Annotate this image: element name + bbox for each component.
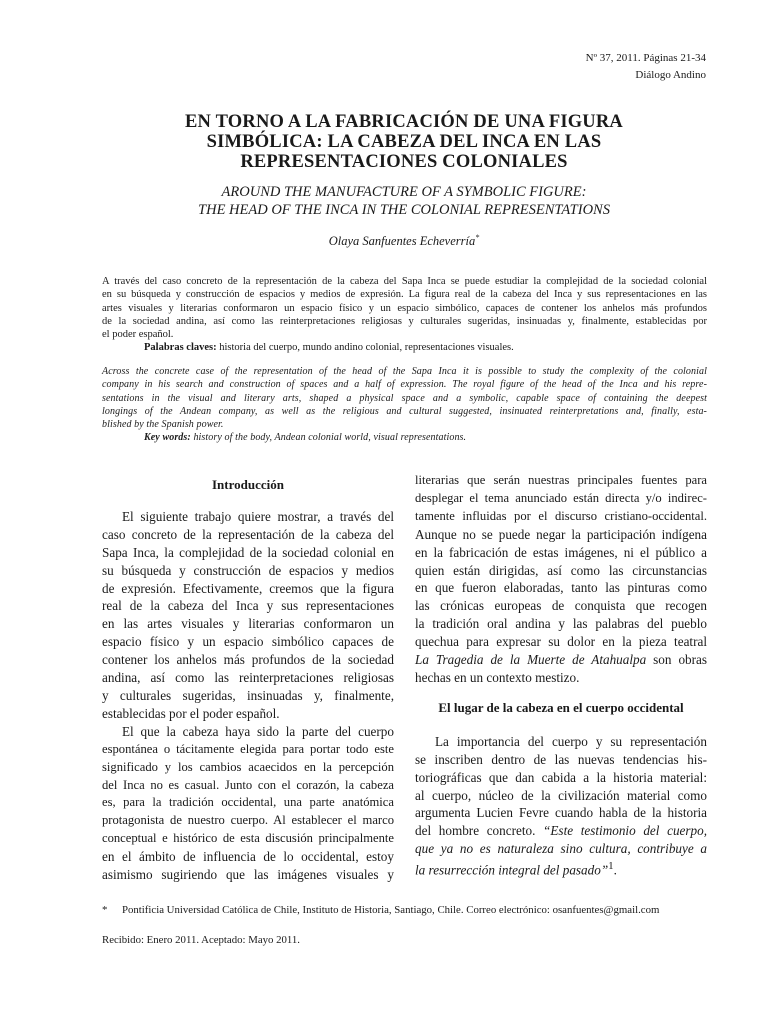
abstract-line: artes visuales y literarias conformaron un espacio físico y un espacio simbólico, capaces de contener los anhelos más profundos bbox=[102, 302, 707, 314]
body-line: tamente influidas por el discurso cristiano-occidental. bbox=[415, 508, 707, 523]
body-line: Sapa Inca, la complejidad de la sociedad colonial en bbox=[102, 544, 394, 560]
body-line: Aunque no se puede negar la participación indígena bbox=[415, 526, 707, 542]
body-line: quechua para expresar su dolor en la pieza teatral bbox=[415, 634, 707, 650]
keywords-text: history of the body, Andean colonial world, visual representations. bbox=[190, 432, 467, 444]
abstract-line: el poder español. bbox=[102, 329, 174, 341]
body-line: las crónicas europeas de conquista que recogen bbox=[415, 598, 707, 614]
abstract-spanish bbox=[102, 275, 707, 355]
body-line: asimismo sugiriendo que las imágenes visuales y bbox=[102, 867, 394, 883]
section-heading-introduccion: Introducción bbox=[212, 477, 284, 492]
body-line bbox=[415, 651, 707, 669]
received-accepted-dates: Recibido: Enero 2011. Aceptado: Mayo 2011. bbox=[102, 934, 301, 946]
abstract-english bbox=[102, 365, 707, 445]
body-line: al cuerpo, núcleo de la civilización material como bbox=[415, 787, 707, 803]
abstract-line: A través del caso concreto de la representación de la cabeza del Sapa Inca se puede estudiar la complejidad de la sociedad colonial bbox=[102, 276, 707, 287]
author-name: Olaya Sanfuentes Echeverría bbox=[328, 234, 476, 249]
quote-text: “Este testimonio del cuerpo, bbox=[543, 823, 708, 839]
subtitle-line: THE HEAD OF THE INCA IN THE COLONIAL REPRESENTATIONS bbox=[198, 202, 610, 218]
body-line: del Inca no es casual. Junto con el corazón, la cabeza bbox=[102, 777, 394, 792]
body-line: significado y los cambios acaecidos en la percepción bbox=[102, 759, 394, 774]
body-line: es, para la tradición occidental, una parte anatómica bbox=[102, 795, 394, 810]
body-line: en la fabricación de estas imágenes, ni el público a bbox=[415, 544, 707, 560]
body-column-left bbox=[102, 476, 394, 884]
body-text: son obras bbox=[646, 652, 708, 668]
play-title: La Tragedia de la Muerte de Atahualpa bbox=[415, 652, 647, 668]
body-line: y culturales sugeridas, insinuadas y, finalmente, bbox=[102, 687, 394, 703]
article-title bbox=[100, 112, 708, 172]
quote-line: que ya no es naturaleza sino cultura, contribuye a bbox=[415, 841, 707, 857]
author-line bbox=[100, 233, 708, 249]
body-text: . bbox=[613, 862, 617, 878]
title-line: REPRESENTACIONES COLONIALES bbox=[240, 152, 568, 172]
paragraph bbox=[415, 733, 707, 880]
journal-name: Diálogo Andino bbox=[635, 69, 706, 81]
footnote-reference: 1 bbox=[608, 860, 614, 873]
abstract-line: en su búsqueda y construcción de espacios y medios de expresión. La figura real de la cabeza del Inca y sus representaciones en las bbox=[102, 289, 707, 301]
abstract-line: company in his search and construction of spaces and a half of expression. The royal figure of the head of the Inca and his repre- bbox=[102, 379, 707, 391]
body-line: en el ámbito de influencia de lo occidental, estoy bbox=[102, 849, 394, 865]
body-line: establecidas por el poder español. bbox=[102, 705, 280, 721]
body-line: protagonista de nuestro cuerpo. Al establecer el marco bbox=[102, 813, 394, 828]
body-line: hechas en un contexto mestizo. bbox=[415, 669, 580, 685]
abstract-line: de la sociedad andina, así como las reinterpretaciones religiosas y culturales sugeridas, insinuadas y, finalmente, establecidas por bbox=[102, 315, 707, 327]
body-line: quien están dirigidas, así como las circunstancias bbox=[415, 562, 707, 578]
journal-header bbox=[586, 50, 706, 84]
body-line: su búsqueda y construcción de espacios y medios bbox=[102, 562, 394, 578]
title-line: SIMBÓLICA: LA CABEZA DEL INCA EN LAS bbox=[206, 132, 602, 152]
body-line: la tradición oral andina y las palabras del pueblo bbox=[415, 616, 707, 632]
paragraph bbox=[415, 472, 707, 687]
author-affiliation-footnote bbox=[102, 904, 707, 916]
body-line: conceptual e histórico de esta discusión principalmente bbox=[102, 831, 394, 846]
body-line: espontánea o tácitamente elegida para portar todo este bbox=[102, 741, 394, 756]
issue-info: Nº 37, 2011. Páginas 21-34 bbox=[585, 52, 706, 64]
footnote-mark: * bbox=[102, 904, 108, 916]
body-line: de expresión. Efectivamente, creemos que la figura bbox=[102, 580, 394, 596]
footnote-text: Pontificia Universidad Católica de Chile, Instituto de Historia, Santiago, Chile. Correo electrónico: osanfuentes@gmail.com bbox=[122, 904, 660, 916]
keywords-english bbox=[102, 431, 707, 444]
keywords-text: historia del cuerpo, mundo andino colonial, representaciones visuales. bbox=[216, 342, 514, 354]
title-line: EN TORNO A LA FABRICACIÓN DE UNA FIGURA bbox=[185, 112, 623, 132]
body-line bbox=[415, 858, 707, 879]
body-line: toriográficas que dan cabida a la historia material: bbox=[415, 769, 707, 785]
author-footnote-mark: * bbox=[475, 233, 480, 242]
body-line: en las artes visuales y literarias conformaron un bbox=[102, 616, 394, 632]
keywords-spanish bbox=[102, 341, 707, 354]
abstract-line: blished by the Spanish power. bbox=[102, 419, 224, 431]
body-line: literarias que serán nuestras principales fuentes para bbox=[415, 473, 707, 487]
body-line bbox=[415, 822, 707, 840]
body-line: en que fueron elaboradas, tanto las pinturas como bbox=[415, 580, 707, 596]
section-heading-lugar-cabeza: El lugar de la cabeza en el cuerpo occidental bbox=[438, 699, 684, 715]
quote-text: la resurrección integral del pasado” bbox=[415, 862, 609, 878]
paragraph bbox=[102, 723, 394, 884]
abstract-line: Across the concrete case of the representation of the head of the Sapa Inca it is possible to study the complexity of the colonial bbox=[102, 366, 707, 377]
body-line: El siguiente trabajo quiere mostrar, a través del bbox=[122, 508, 394, 524]
body-line: se inscriben dentro de las nuevas tendencias his- bbox=[415, 751, 707, 767]
abstract-line: longings of the Andean company, as well as the religious and cultural suggested, insinuated reinterpretations and, finally, esta- bbox=[102, 405, 707, 417]
body-line: caso concreto de la representación de la cabeza del bbox=[102, 526, 394, 542]
body-line: argumenta Lucien Fevre cuando habla de la historia bbox=[415, 805, 707, 821]
body-line: desplegar el tema anunciado están directa y/o indirec- bbox=[415, 490, 707, 505]
body-line: espacio físico y un espacio simbólico capaces de bbox=[102, 634, 394, 650]
subtitle-line: AROUND THE MANUFACTURE OF A SYMBOLIC FIGURE: bbox=[221, 184, 587, 200]
body-line: El que la cabeza haya sido la parte del cuerpo bbox=[122, 723, 394, 739]
article-title-english bbox=[100, 183, 708, 219]
body-column-right bbox=[415, 472, 707, 879]
keywords-label: Palabras claves: bbox=[144, 342, 217, 354]
body-line: contener los anhelos más profundos de la sociedad bbox=[102, 652, 394, 668]
keywords-label: Key words: bbox=[144, 432, 191, 444]
abstract-line: sentations in the visual and literary arts, shaped a physical space and a symbolic, capable space of containing the deepest bbox=[102, 392, 707, 404]
body-line: real de la cabeza del Inca y sus representaciones bbox=[102, 598, 394, 614]
body-line: La importancia del cuerpo y su representación bbox=[435, 733, 707, 749]
body-text: del hombre concreto. bbox=[415, 823, 544, 839]
paragraph bbox=[102, 508, 394, 723]
body-line: andina, así como las reinterpretaciones religiosas bbox=[102, 670, 394, 686]
